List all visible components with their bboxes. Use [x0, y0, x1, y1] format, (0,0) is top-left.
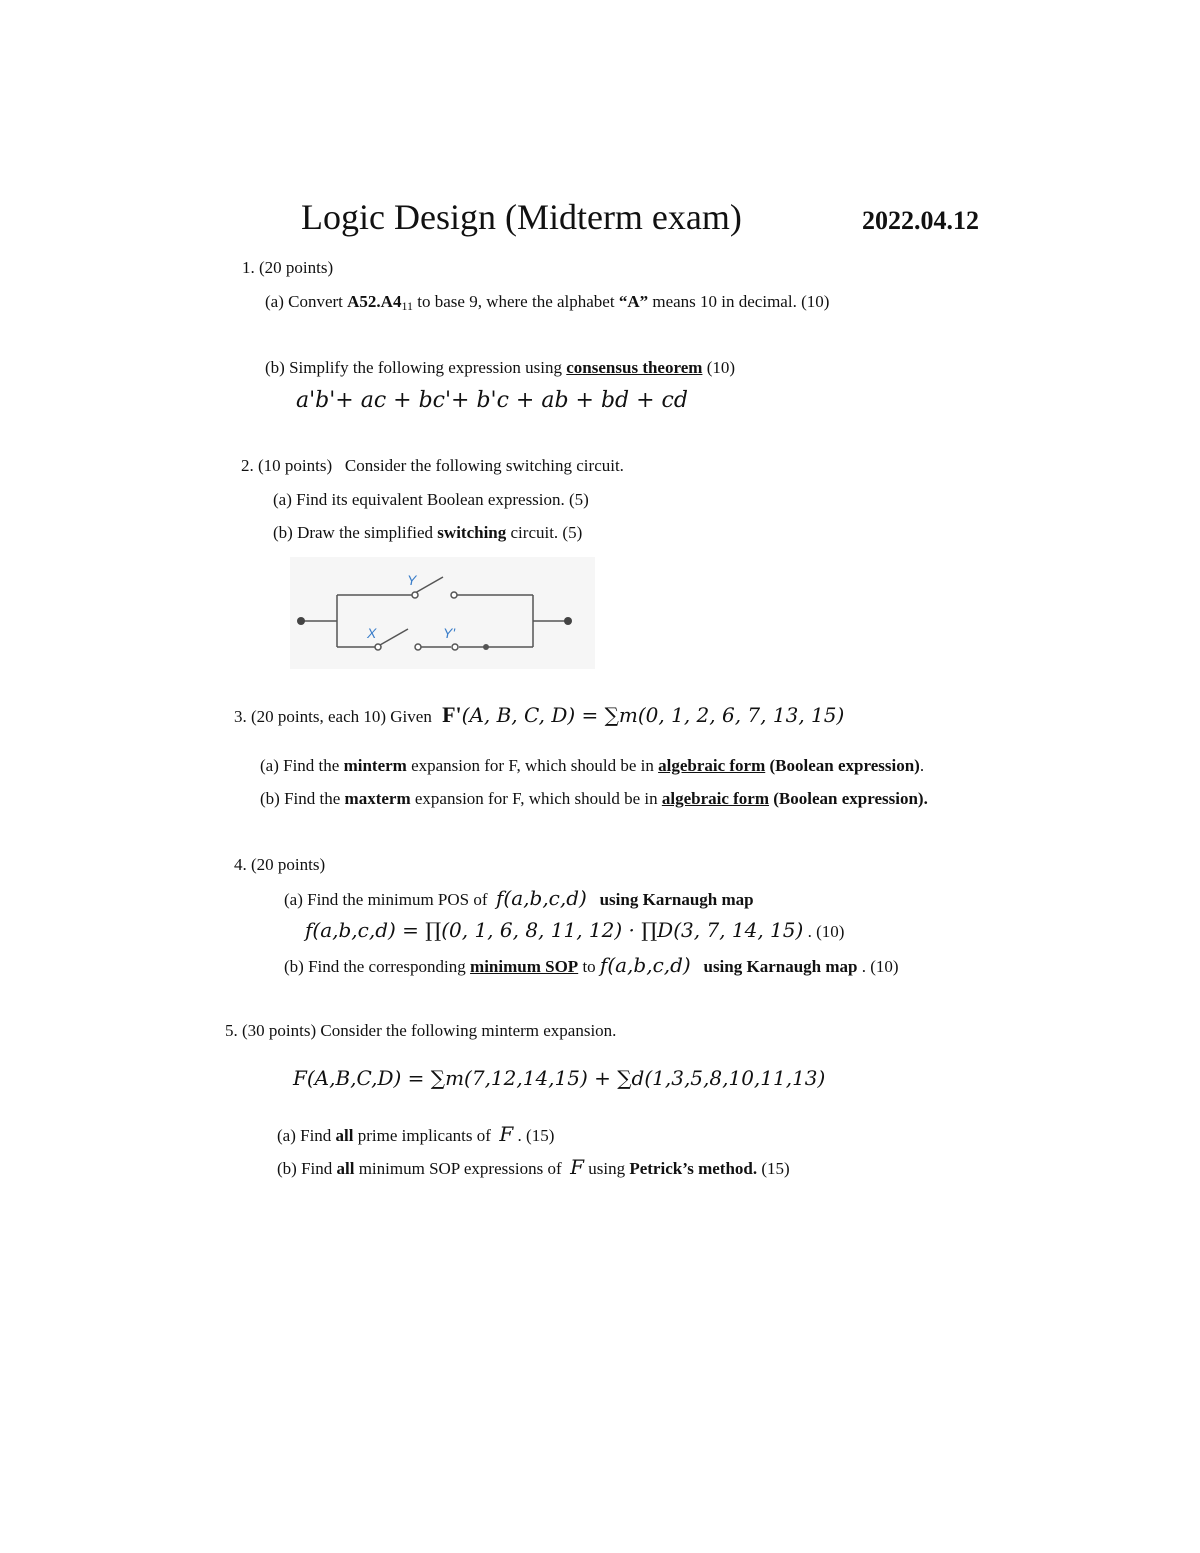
circuit-label-y: Y: [407, 572, 417, 588]
switch-y-contact-right: [451, 592, 457, 598]
q1-expression: a'b'+ ac + bc'+ b'c + ab + bd + cd: [296, 388, 688, 413]
q1b-underlined: consensus theorem: [566, 358, 703, 377]
q2-heading: [241, 456, 624, 476]
q5b-variable: F: [570, 1155, 584, 1179]
q2b-suffix: circuit. (5): [506, 523, 583, 542]
q3-part-a: [260, 756, 924, 776]
q2-number: 2. (10 points): [241, 456, 333, 475]
page-title: Logic Design (Midterm exam): [301, 197, 742, 237]
left-terminal: [297, 617, 305, 625]
q1-heading: 1. (20 points): [242, 258, 334, 277]
q1a-base: 11: [401, 299, 414, 313]
q4b-suffix: . (10): [861, 957, 899, 976]
switch-yp-contact-end: [483, 644, 489, 650]
q1a-quote: “A”: [618, 292, 649, 311]
switch-x-contact-left: [375, 644, 381, 650]
q3a-prefix: (a) Find the: [260, 756, 344, 775]
q4b-bold: using Karnaugh map: [703, 957, 858, 976]
circuit-label-y-prime: Y': [443, 625, 456, 641]
q1a-prefix: (a) Convert: [265, 292, 348, 311]
q3-function: F': [442, 702, 462, 727]
q1b-prefix: (b) Simplify the following expression using: [265, 358, 567, 377]
q1a-suffix: means 10 in decimal. (10): [648, 292, 830, 311]
q1a-middle: to base 9, where the alphabet: [413, 292, 619, 311]
circuit-label-x: X: [367, 625, 377, 641]
q4-heading: 4. (20 points): [234, 855, 326, 874]
right-terminal: [564, 617, 572, 625]
q3a-bold-2: (Boolean expression): [765, 756, 920, 775]
q4a-function: f(a,b,c,d): [496, 886, 587, 910]
q5b-bold: all: [336, 1159, 355, 1178]
q5a-variable: F: [499, 1122, 514, 1146]
q5-expression: F(A,B,C,D) = ∑m(7,12,14,15) + ∑d(1,3,5,8,10,11,13): [293, 1066, 826, 1090]
q4-part-a: [284, 886, 754, 910]
q3-number: 3. (20 points, each 10) Given: [234, 707, 437, 726]
q2b-bold: switching: [437, 523, 507, 542]
exam-date: 2022.04.12: [862, 206, 979, 235]
q4a-prefix: (a) Find the minimum POS of: [284, 890, 492, 909]
q4-expression-suffix: . (10): [807, 922, 845, 941]
q1-part-a: [265, 292, 829, 314]
q5-part-b: [277, 1155, 790, 1179]
q5b-middle: minimum SOP expressions of: [354, 1159, 566, 1178]
q5a-prefix: (a) Find: [277, 1126, 336, 1145]
q5a-middle: prime implicants of: [353, 1126, 496, 1145]
q3-expression: (A, B, C, D) = ∑m(0, 1, 2, 6, 7, 13, 15): [461, 703, 845, 727]
q3a-suffix: .: [919, 756, 925, 775]
q3a-middle: expansion for F, which should be in: [406, 756, 659, 775]
q5b-suffix: (15): [757, 1159, 790, 1178]
switching-circuit: [290, 557, 595, 669]
q4b-middle: to: [578, 957, 600, 976]
q3b-bold-2: (Boolean expression).: [769, 789, 928, 808]
q5b-bold-2: Petrick’s method.: [629, 1159, 758, 1178]
switch-x-contact-right: [415, 644, 421, 650]
q3-heading: [234, 702, 844, 728]
q2-part-a: (a) Find its equivalent Boolean expression. (5): [273, 490, 589, 509]
q3-part-b: [260, 789, 928, 809]
switch-y-contact-left: [412, 592, 418, 598]
switch-y-blade: [415, 577, 443, 593]
q3b-bold: maxterm: [344, 789, 411, 808]
q4-expression-line: [305, 918, 844, 942]
q5b-middle-2: using: [584, 1159, 630, 1178]
q3a-underlined: algebraic form: [658, 756, 766, 775]
q5b-prefix: (b) Find: [277, 1159, 337, 1178]
q4-part-b: [284, 953, 899, 977]
q3a-bold: minterm: [343, 756, 407, 775]
q1a-number: A52.A4: [347, 292, 402, 311]
q2-part-b: [273, 523, 582, 543]
q2b-prefix: (b) Draw the simplified: [273, 523, 438, 542]
q3b-prefix: (b) Find the: [260, 789, 345, 808]
circuit-svg: [290, 557, 595, 669]
q4-expression: f(a,b,c,d) = ∏(0, 1, 6, 8, 11, 12) · ∏D(3, 7, 14, 15): [305, 918, 804, 942]
q5a-bold: all: [335, 1126, 354, 1145]
q5a-suffix: . (15): [517, 1126, 555, 1145]
switch-yp-contact: [452, 644, 458, 650]
q3b-underlined: algebraic form: [661, 789, 770, 808]
q4a-bold: using Karnaugh map: [599, 890, 754, 909]
switch-x-blade: [380, 629, 408, 645]
q1-part-b: [265, 358, 735, 378]
q3b-middle: expansion for F, which should be in: [410, 789, 662, 808]
q5-heading: 5. (30 points) Consider the following minterm expansion.: [225, 1021, 617, 1040]
q2-intro: Consider the following switching circuit.: [344, 456, 624, 475]
q5-part-a: [277, 1122, 554, 1146]
q4b-underlined: minimum SOP: [470, 957, 579, 976]
q1b-suffix: (10): [702, 358, 736, 377]
q4b-prefix: (b) Find the corresponding: [284, 957, 471, 976]
q4b-function: f(a,b,c,d): [599, 953, 691, 977]
